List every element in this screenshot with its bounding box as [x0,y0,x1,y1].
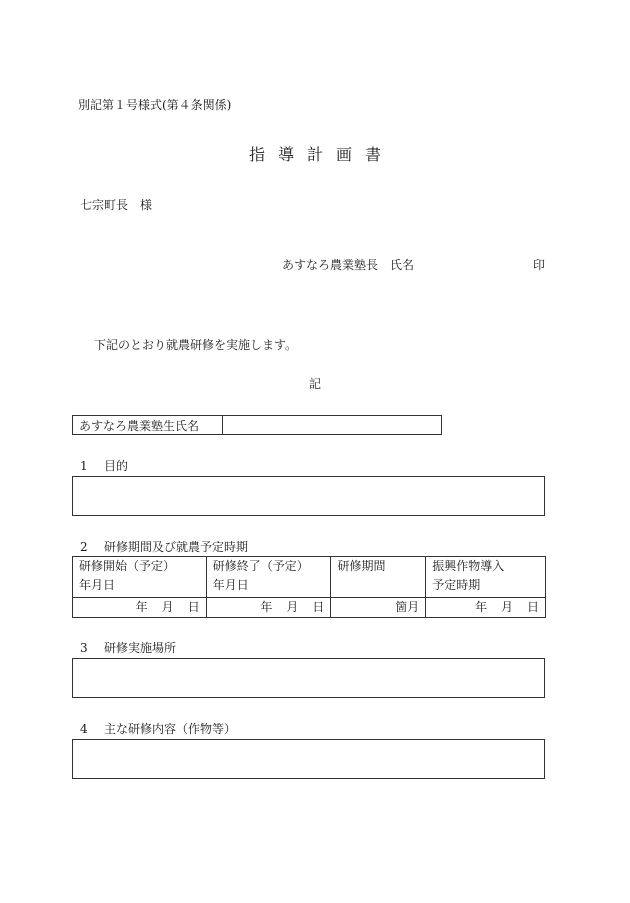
start-date-cell[interactable]: 年 月 日 [73,598,207,618]
addressee: 七宗町長 様 [80,198,153,212]
section-2-title: 研修期間及び就農予定時期 [104,540,249,554]
section-3-number: 3 [80,641,88,655]
student-name-input[interactable] [223,416,441,434]
header-training-start: 研修開始（予定） 年月日 [73,557,207,598]
training-location-box[interactable] [72,658,545,698]
section-1-number: 1 [80,459,88,473]
ki-heading: 記 [308,377,321,391]
sender-name-label: あすなろ農業塾長 氏名 [282,258,415,272]
end-date-cell[interactable]: 年 月 日 [206,598,331,618]
seal-mark: 印 [533,258,546,272]
section-3-heading [80,642,176,654]
section-2-number: 2 [80,540,88,554]
purpose-box[interactable] [72,476,545,516]
student-name-label: あすなろ農業塾生氏名 [73,416,223,434]
document-title: 指導計画書 [248,145,394,164]
crop-date-cell[interactable]: 年 月 日 [426,598,546,618]
training-content-box[interactable] [72,739,545,779]
period-table-value-row [73,598,546,618]
section-3-title: 研修実施場所 [104,641,177,655]
section-2-heading [80,541,248,553]
section-4-heading [80,723,236,735]
period-table-header-row [73,557,546,598]
section-4-title: 主な研修内容（作物等） [104,722,237,736]
form-id: 別記第１号様式(第４条関係) [78,98,232,112]
period-months-cell[interactable]: 箇月 [331,598,426,618]
header-training-end: 研修終了（予定） 年月日 [206,557,331,598]
section-1-heading [80,460,128,472]
header-training-period: 研修期間 [331,557,426,598]
period-table [72,556,546,618]
header-crop-introduction: 振興作物導入 予定時期 [426,557,546,598]
intro-text: 下記のとおり就農研修を実施します。 [94,338,298,352]
section-4-number: 4 [80,722,88,736]
section-1-title: 目的 [104,459,129,473]
student-name-field [72,415,442,435]
